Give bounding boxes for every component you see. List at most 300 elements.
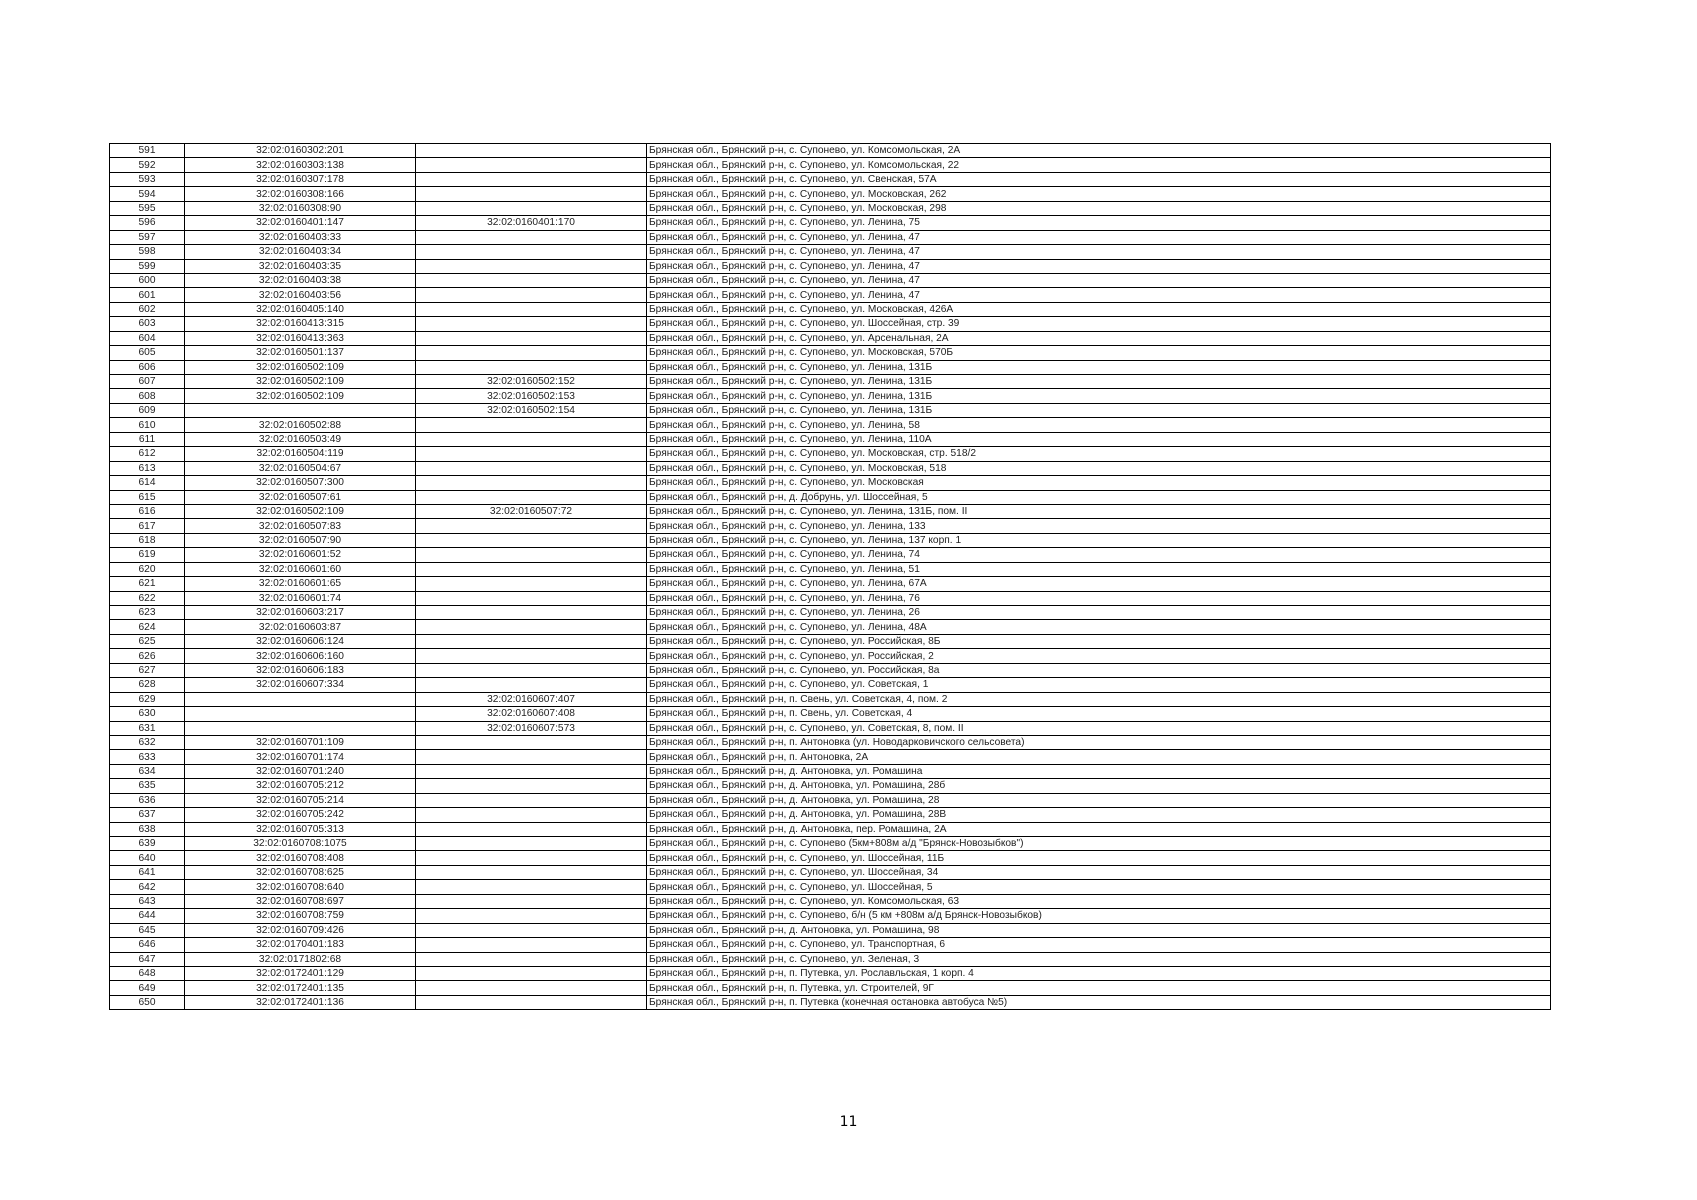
cadastral-number-cell: 32:02:0160601:52 [185,548,416,562]
address-cell: Брянская обл., Брянский р-н, с. Супонево, ул. Ленина, 131Б [647,403,1551,417]
row-number-cell: 624 [110,620,185,634]
cadastral-number-cell: 32:02:0160504:119 [185,447,416,461]
related-cadastral-number-cell [416,822,647,836]
related-cadastral-number-cell [416,981,647,995]
row-number-cell: 613 [110,461,185,475]
row-number-cell: 640 [110,851,185,865]
related-cadastral-number-cell: 32:02:0160607:408 [416,707,647,721]
row-number-cell: 604 [110,331,185,345]
related-cadastral-number-cell [416,432,647,446]
row-number-cell: 623 [110,606,185,620]
table-row [110,302,1551,316]
row-number-cell: 593 [110,172,185,186]
address-cell: Брянская обл., Брянский р-н, с. Супонево, ул. Ленина, 48А [647,620,1551,634]
related-cadastral-number-cell [416,606,647,620]
table-row [110,606,1551,620]
cadastral-number-cell: 32:02:0160601:60 [185,562,416,576]
related-cadastral-number-cell [416,894,647,908]
address-cell: Брянская обл., Брянский р-н, д. Антоновка, ул. Ромашина, 28б [647,779,1551,793]
cadastral-number-cell: 32:02:0160413:315 [185,317,416,331]
related-cadastral-number-cell [416,317,647,331]
cadastral-number-cell: 32:02:0160708:1075 [185,837,416,851]
related-cadastral-number-cell [416,533,647,547]
cadastral-number-cell: 32:02:0160502:109 [185,504,416,518]
address-cell: Брянская обл., Брянский р-н, с. Супонево, ул. Комсомольская, 22 [647,158,1551,172]
table-row [110,822,1551,836]
cadastral-number-cell: 32:02:0160403:35 [185,259,416,273]
related-cadastral-number-cell [416,273,647,287]
table-row [110,432,1551,446]
address-cell: Брянская обл., Брянский р-н, с. Супонево, ул. Московская, 518 [647,461,1551,475]
cadastral-number-cell: 32:02:0160308:90 [185,201,416,215]
related-cadastral-number-cell [416,447,647,461]
cadastral-number-cell: 32:02:0160708:640 [185,880,416,894]
related-cadastral-number-cell [416,288,647,302]
row-number-cell: 639 [110,837,185,851]
related-cadastral-number-cell [416,851,647,865]
address-cell: Брянская обл., Брянский р-н, с. Супонево, ул. Ленина, 51 [647,562,1551,576]
row-number-cell: 609 [110,403,185,417]
cadastral-number-cell: 32:02:0160708:697 [185,894,416,908]
cadastral-number-cell: 32:02:0160501:137 [185,346,416,360]
row-number-cell: 622 [110,591,185,605]
row-number-cell: 614 [110,476,185,490]
table-row [110,201,1551,215]
table-row [110,678,1551,692]
row-number-cell: 594 [110,187,185,201]
table-row [110,187,1551,201]
cadastral-table [109,143,1551,1010]
related-cadastral-number-cell [416,461,647,475]
related-cadastral-number-cell [416,201,647,215]
cadastral-number-cell: 32:02:0160302:201 [185,144,416,158]
table-row [110,952,1551,966]
table-row [110,620,1551,634]
address-cell: Брянская обл., Брянский р-н, д. Антоновка, пер. Ромашина, 2А [647,822,1551,836]
table-row [110,721,1551,735]
related-cadastral-number-cell [416,172,647,186]
related-cadastral-number-cell: 32:02:0160401:170 [416,216,647,230]
table-row [110,519,1551,533]
address-cell: Брянская обл., Брянский р-н, с. Супонево, ул. Комсомольская, 2А [647,144,1551,158]
table-row [110,966,1551,980]
related-cadastral-number-cell [416,995,647,1009]
related-cadastral-number-cell [416,865,647,879]
row-number-cell: 618 [110,533,185,547]
row-number-cell: 644 [110,909,185,923]
cadastral-number-cell: 32:02:0160701:240 [185,764,416,778]
related-cadastral-number-cell [416,418,647,432]
related-cadastral-number-cell [416,490,647,504]
address-cell: Брянская обл., Брянский р-н, с. Супонево, ул. Ленина, 26 [647,606,1551,620]
table-row [110,172,1551,186]
address-cell: Брянская обл., Брянский р-н, с. Супонево, ул. Шоссейная, стр. 39 [647,317,1551,331]
address-cell: Брянская обл., Брянский р-н, с. Супонево, ул. Свенская, 57А [647,172,1551,186]
address-cell: Брянская обл., Брянский р-н, с. Супонево, ул. Арсенальная, 2А [647,331,1551,345]
related-cadastral-number-cell [416,938,647,952]
address-cell: Брянская обл., Брянский р-н, с. Супонево, ул. Зеленая, 3 [647,952,1551,966]
table-row [110,981,1551,995]
table-row [110,663,1551,677]
row-number-cell: 630 [110,707,185,721]
row-number-cell: 633 [110,750,185,764]
related-cadastral-number-cell [416,764,647,778]
table-row [110,259,1551,273]
related-cadastral-number-cell [416,591,647,605]
related-cadastral-number-cell [416,649,647,663]
table-row [110,504,1551,518]
table-row [110,476,1551,490]
row-number-cell: 649 [110,981,185,995]
row-number-cell: 645 [110,923,185,937]
related-cadastral-number-cell: 32:02:0160502:153 [416,389,647,403]
cadastral-number-cell: 32:02:0160507:90 [185,533,416,547]
address-cell: Брянская обл., Брянский р-н, п. Путевка (конечная остановка автобуса №5) [647,995,1551,1009]
row-number-cell: 617 [110,519,185,533]
address-cell: Брянская обл., Брянский р-н, п. Путевка, ул. Рославльская, 1 корп. 4 [647,966,1551,980]
related-cadastral-number-cell [416,519,647,533]
table-row [110,865,1551,879]
cadastral-number-cell: 32:02:0160708:625 [185,865,416,879]
address-cell: Брянская обл., Брянский р-н, с. Супонево, ул. Российская, 2 [647,649,1551,663]
address-cell: Брянская обл., Брянский р-н, с. Супонево (5км+808м а/д "Брянск-Новозыбков") [647,837,1551,851]
table-row [110,360,1551,374]
address-cell: Брянская обл., Брянский р-н, с. Супонево, ул. Шоссейная, 11Б [647,851,1551,865]
table-row [110,490,1551,504]
table-row [110,273,1551,287]
related-cadastral-number-cell [416,245,647,259]
table-row [110,923,1551,937]
cadastral-number-cell: 32:02:0160403:33 [185,230,416,244]
cadastral-number-cell: 32:02:0160403:34 [185,245,416,259]
cadastral-number-cell: 32:02:0160307:178 [185,172,416,186]
row-number-cell: 621 [110,577,185,591]
cadastral-number-cell: 32:02:0160606:183 [185,663,416,677]
row-number-cell: 638 [110,822,185,836]
table-row [110,230,1551,244]
address-cell: Брянская обл., Брянский р-н, с. Супонево, ул. Московская, 426А [647,302,1551,316]
row-number-cell: 591 [110,144,185,158]
row-number-cell: 635 [110,779,185,793]
row-number-cell: 631 [110,721,185,735]
address-cell: Брянская обл., Брянский р-н, с. Супонево, ул. Ленина, 137 корп. 1 [647,533,1551,547]
cadastral-number-cell: 32:02:0160708:759 [185,909,416,923]
row-number-cell: 595 [110,201,185,215]
table-row [110,793,1551,807]
related-cadastral-number-cell: 32:02:0160607:407 [416,692,647,706]
table-row [110,403,1551,417]
address-cell: Брянская обл., Брянский р-н, п. Путевка, ул. Строителей, 9Г [647,981,1551,995]
row-number-cell: 616 [110,504,185,518]
table-row [110,144,1551,158]
table-row [110,158,1551,172]
related-cadastral-number-cell [416,562,647,576]
cadastral-number-cell: 32:02:0160503:49 [185,432,416,446]
cadastral-number-cell: 32:02:0160705:242 [185,808,416,822]
related-cadastral-number-cell [416,735,647,749]
related-cadastral-number-cell [416,346,647,360]
address-cell: Брянская обл., Брянский р-н, п. Антоновка (ул. Новодарковичского сельсовета) [647,735,1551,749]
related-cadastral-number-cell [416,808,647,822]
address-cell: Брянская обл., Брянский р-н, с. Супонево, ул. Комсомольская, 63 [647,894,1551,908]
table-row [110,375,1551,389]
address-cell: Брянская обл., Брянский р-н, с. Супонево, ул. Российская, 8а [647,663,1551,677]
address-cell: Брянская обл., Брянский р-н, с. Супонево, ул. Российская, 8Б [647,634,1551,648]
address-cell: Брянская обл., Брянский р-н, д. Антоновка, ул. Ромашина, 98 [647,923,1551,937]
related-cadastral-number-cell [416,144,647,158]
cadastral-number-cell [185,692,416,706]
address-cell: Брянская обл., Брянский р-н, с. Супонево, ул. Московская, 262 [647,187,1551,201]
cadastral-number-cell: 32:02:0160507:83 [185,519,416,533]
related-cadastral-number-cell [416,880,647,894]
row-number-cell: 607 [110,375,185,389]
row-number-cell: 628 [110,678,185,692]
related-cadastral-number-cell [416,360,647,374]
table-row [110,562,1551,576]
table-row [110,649,1551,663]
row-number-cell: 636 [110,793,185,807]
table-row [110,851,1551,865]
row-number-cell: 601 [110,288,185,302]
row-number-cell: 650 [110,995,185,1009]
page-number: 11 [839,1114,858,1130]
address-cell: Брянская обл., Брянский р-н, с. Супонево, ул. Московская [647,476,1551,490]
address-cell: Брянская обл., Брянский р-н, с. Супонево, ул. Ленина, 110А [647,432,1551,446]
row-number-cell: 592 [110,158,185,172]
address-cell: Брянская обл., Брянский р-н, с. Супонево, ул. Ленина, 58 [647,418,1551,432]
row-number-cell: 612 [110,447,185,461]
address-cell: Брянская обл., Брянский р-н, с. Супонево, ул. Ленина, 133 [647,519,1551,533]
row-number-cell: 600 [110,273,185,287]
table-row [110,216,1551,230]
cadastral-number-cell: 32:02:0160507:300 [185,476,416,490]
row-number-cell: 648 [110,966,185,980]
related-cadastral-number-cell [416,793,647,807]
cadastral-number-cell: 32:02:0160601:74 [185,591,416,605]
cadastral-number-cell: 32:02:0160607:334 [185,678,416,692]
address-cell: Брянская обл., Брянский р-н, с. Супонево, ул. Ленина, 47 [647,245,1551,259]
cadastral-number-cell: 32:02:0160705:214 [185,793,416,807]
table-row [110,548,1551,562]
cadastral-number-cell: 32:02:0160709:426 [185,923,416,937]
table-row [110,245,1551,259]
cadastral-number-cell: 32:02:0160606:160 [185,649,416,663]
row-number-cell: 605 [110,346,185,360]
cadastral-number-cell [185,403,416,417]
cadastral-number-cell: 32:02:0160603:87 [185,620,416,634]
address-cell: Брянская обл., Брянский р-н, с. Супонево, ул. Ленина, 67А [647,577,1551,591]
address-cell: Брянская обл., Брянский р-н, с. Супонево, б/н (5 км +808м а/д Брянск-Новозыбков) [647,909,1551,923]
row-number-cell: 603 [110,317,185,331]
cadastral-number-cell: 32:02:0172401:136 [185,995,416,1009]
cadastral-number-cell: 32:02:0160705:313 [185,822,416,836]
cadastral-number-cell: 32:02:0160504:67 [185,461,416,475]
related-cadastral-number-cell [416,909,647,923]
cadastral-number-cell: 32:02:0160603:217 [185,606,416,620]
table-row [110,577,1551,591]
related-cadastral-number-cell [416,966,647,980]
address-cell: Брянская обл., Брянский р-н, с. Супонево, ул. Шоссейная, 34 [647,865,1551,879]
address-cell: Брянская обл., Брянский р-н, с. Супонево, ул. Ленина, 131Б, пом. II [647,504,1551,518]
cadastral-number-cell: 32:02:0160403:38 [185,273,416,287]
table-row [110,995,1551,1009]
row-number-cell: 610 [110,418,185,432]
related-cadastral-number-cell: 32:02:0160507:72 [416,504,647,518]
cadastral-number-cell: 32:02:0160405:140 [185,302,416,316]
row-number-cell: 643 [110,894,185,908]
related-cadastral-number-cell [416,230,647,244]
table-row [110,837,1551,851]
table-row [110,938,1551,952]
row-number-cell: 642 [110,880,185,894]
cadastral-number-cell: 32:02:0172401:129 [185,966,416,980]
table-row [110,764,1551,778]
related-cadastral-number-cell [416,577,647,591]
table-row [110,447,1551,461]
row-number-cell: 602 [110,302,185,316]
table-row [110,735,1551,749]
address-cell: Брянская обл., Брянский р-н, с. Супонево, ул. Ленина, 76 [647,591,1551,605]
address-cell: Брянская обл., Брянский р-н, с. Супонево, ул. Московская, 570Б [647,346,1551,360]
table-row [110,461,1551,475]
row-number-cell: 637 [110,808,185,822]
address-cell: Брянская обл., Брянский р-н, с. Супонево, ул. Ленина, 47 [647,259,1551,273]
row-number-cell: 606 [110,360,185,374]
related-cadastral-number-cell [416,158,647,172]
table-row [110,909,1551,923]
cadastral-number-cell: 32:02:0170401:183 [185,938,416,952]
cadastral-number-cell: 32:02:0171802:68 [185,952,416,966]
row-number-cell: 615 [110,490,185,504]
address-cell: Брянская обл., Брянский р-н, д. Антоновка, ул. Ромашина, 28 [647,793,1551,807]
cadastral-number-cell: 32:02:0160401:147 [185,216,416,230]
related-cadastral-number-cell [416,476,647,490]
address-cell: Брянская обл., Брянский р-н, с. Супонево, ул. Ленина, 47 [647,230,1551,244]
table-row [110,692,1551,706]
address-cell: Брянская обл., Брянский р-н, с. Супонево, ул. Советская, 8, пом. II [647,721,1551,735]
related-cadastral-number-cell [416,620,647,634]
address-cell: Брянская обл., Брянский р-н, п. Антоновка, 2А [647,750,1551,764]
address-cell: Брянская обл., Брянский р-н, с. Супонево, ул. Ленина, 47 [647,273,1551,287]
address-cell: Брянская обл., Брянский р-н, с. Супонево, ул. Советская, 1 [647,678,1551,692]
row-number-cell: 634 [110,764,185,778]
address-cell: Брянская обл., Брянский р-н, с. Супонево, ул. Ленина, 131Б [647,389,1551,403]
table-body [110,144,1551,1010]
cadastral-number-cell: 32:02:0160708:408 [185,851,416,865]
related-cadastral-number-cell [416,663,647,677]
cadastral-number-cell [185,721,416,735]
table-row [110,331,1551,345]
table-row [110,634,1551,648]
related-cadastral-number-cell [416,678,647,692]
row-number-cell: 608 [110,389,185,403]
row-number-cell: 611 [110,432,185,446]
table-row [110,750,1551,764]
address-cell: Брянская обл., Брянский р-н, д. Добрунь, ул. Шоссейная, 5 [647,490,1551,504]
table-row [110,533,1551,547]
cadastral-number-cell: 32:02:0160701:174 [185,750,416,764]
cadastral-number-cell: 32:02:0160507:61 [185,490,416,504]
address-cell: Брянская обл., Брянский р-н, с. Супонево, ул. Ленина, 47 [647,288,1551,302]
address-cell: Брянская обл., Брянский р-н, с. Супонево, ул. Ленина, 131Б [647,375,1551,389]
cadastral-number-cell: 32:02:0160403:56 [185,288,416,302]
row-number-cell: 641 [110,865,185,879]
related-cadastral-number-cell [416,302,647,316]
related-cadastral-number-cell: 32:02:0160502:152 [416,375,647,389]
address-cell: Брянская обл., Брянский р-н, с. Супонево, ул. Ленина, 131Б [647,360,1551,374]
related-cadastral-number-cell [416,331,647,345]
row-number-cell: 627 [110,663,185,677]
cadastral-number-cell: 32:02:0160701:109 [185,735,416,749]
cadastral-number-cell [185,707,416,721]
cadastral-number-cell: 32:02:0160303:138 [185,158,416,172]
row-number-cell: 625 [110,634,185,648]
table-row [110,591,1551,605]
table-row [110,288,1551,302]
row-number-cell: 646 [110,938,185,952]
table-row [110,317,1551,331]
row-number-cell: 598 [110,245,185,259]
table-row [110,707,1551,721]
cadastral-number-cell: 32:02:0160308:166 [185,187,416,201]
table-row [110,894,1551,908]
row-number-cell: 597 [110,230,185,244]
related-cadastral-number-cell [416,779,647,793]
related-cadastral-number-cell [416,259,647,273]
row-number-cell: 626 [110,649,185,663]
address-cell: Брянская обл., Брянский р-н, д. Антоновка, ул. Ромашина, 28В [647,808,1551,822]
row-number-cell: 596 [110,216,185,230]
row-number-cell: 619 [110,548,185,562]
table-row [110,346,1551,360]
cadastral-number-cell: 32:02:0160502:109 [185,389,416,403]
row-number-cell: 620 [110,562,185,576]
address-cell: Брянская обл., Брянский р-н, п. Свень, ул. Советская, 4 [647,707,1551,721]
table-row [110,389,1551,403]
table-row [110,808,1551,822]
related-cadastral-number-cell [416,548,647,562]
cadastral-number-cell: 32:02:0160413:363 [185,331,416,345]
related-cadastral-number-cell [416,187,647,201]
address-cell: Брянская обл., Брянский р-н, с. Супонево, ул. Шоссейная, 5 [647,880,1551,894]
cadastral-number-cell: 32:02:0160705:212 [185,779,416,793]
cadastral-number-cell: 32:02:0160606:124 [185,634,416,648]
cadastral-number-cell: 32:02:0160502:109 [185,375,416,389]
cadastral-number-cell: 32:02:0160502:109 [185,360,416,374]
address-cell: Брянская обл., Брянский р-н, с. Супонево, ул. Московская, стр. 518/2 [647,447,1551,461]
related-cadastral-number-cell [416,750,647,764]
related-cadastral-number-cell [416,923,647,937]
address-cell: Брянская обл., Брянский р-н, с. Супонево, ул. Ленина, 74 [647,548,1551,562]
related-cadastral-number-cell [416,837,647,851]
related-cadastral-number-cell: 32:02:0160502:154 [416,403,647,417]
row-number-cell: 599 [110,259,185,273]
table-row [110,880,1551,894]
row-number-cell: 629 [110,692,185,706]
address-cell: Брянская обл., Брянский р-н, д. Антоновка, ул. Ромашина [647,764,1551,778]
table-row [110,779,1551,793]
related-cadastral-number-cell: 32:02:0160607:573 [416,721,647,735]
address-cell: Брянская обл., Брянский р-н, с. Супонево, ул. Ленина, 75 [647,216,1551,230]
address-cell: Брянская обл., Брянский р-н, п. Свень, ул. Советская, 4, пом. 2 [647,692,1551,706]
row-number-cell: 647 [110,952,185,966]
related-cadastral-number-cell [416,634,647,648]
related-cadastral-number-cell [416,952,647,966]
cadastral-number-cell: 32:02:0160502:88 [185,418,416,432]
row-number-cell: 632 [110,735,185,749]
table-row [110,418,1551,432]
address-cell: Брянская обл., Брянский р-н, с. Супонево, ул. Московская, 298 [647,201,1551,215]
